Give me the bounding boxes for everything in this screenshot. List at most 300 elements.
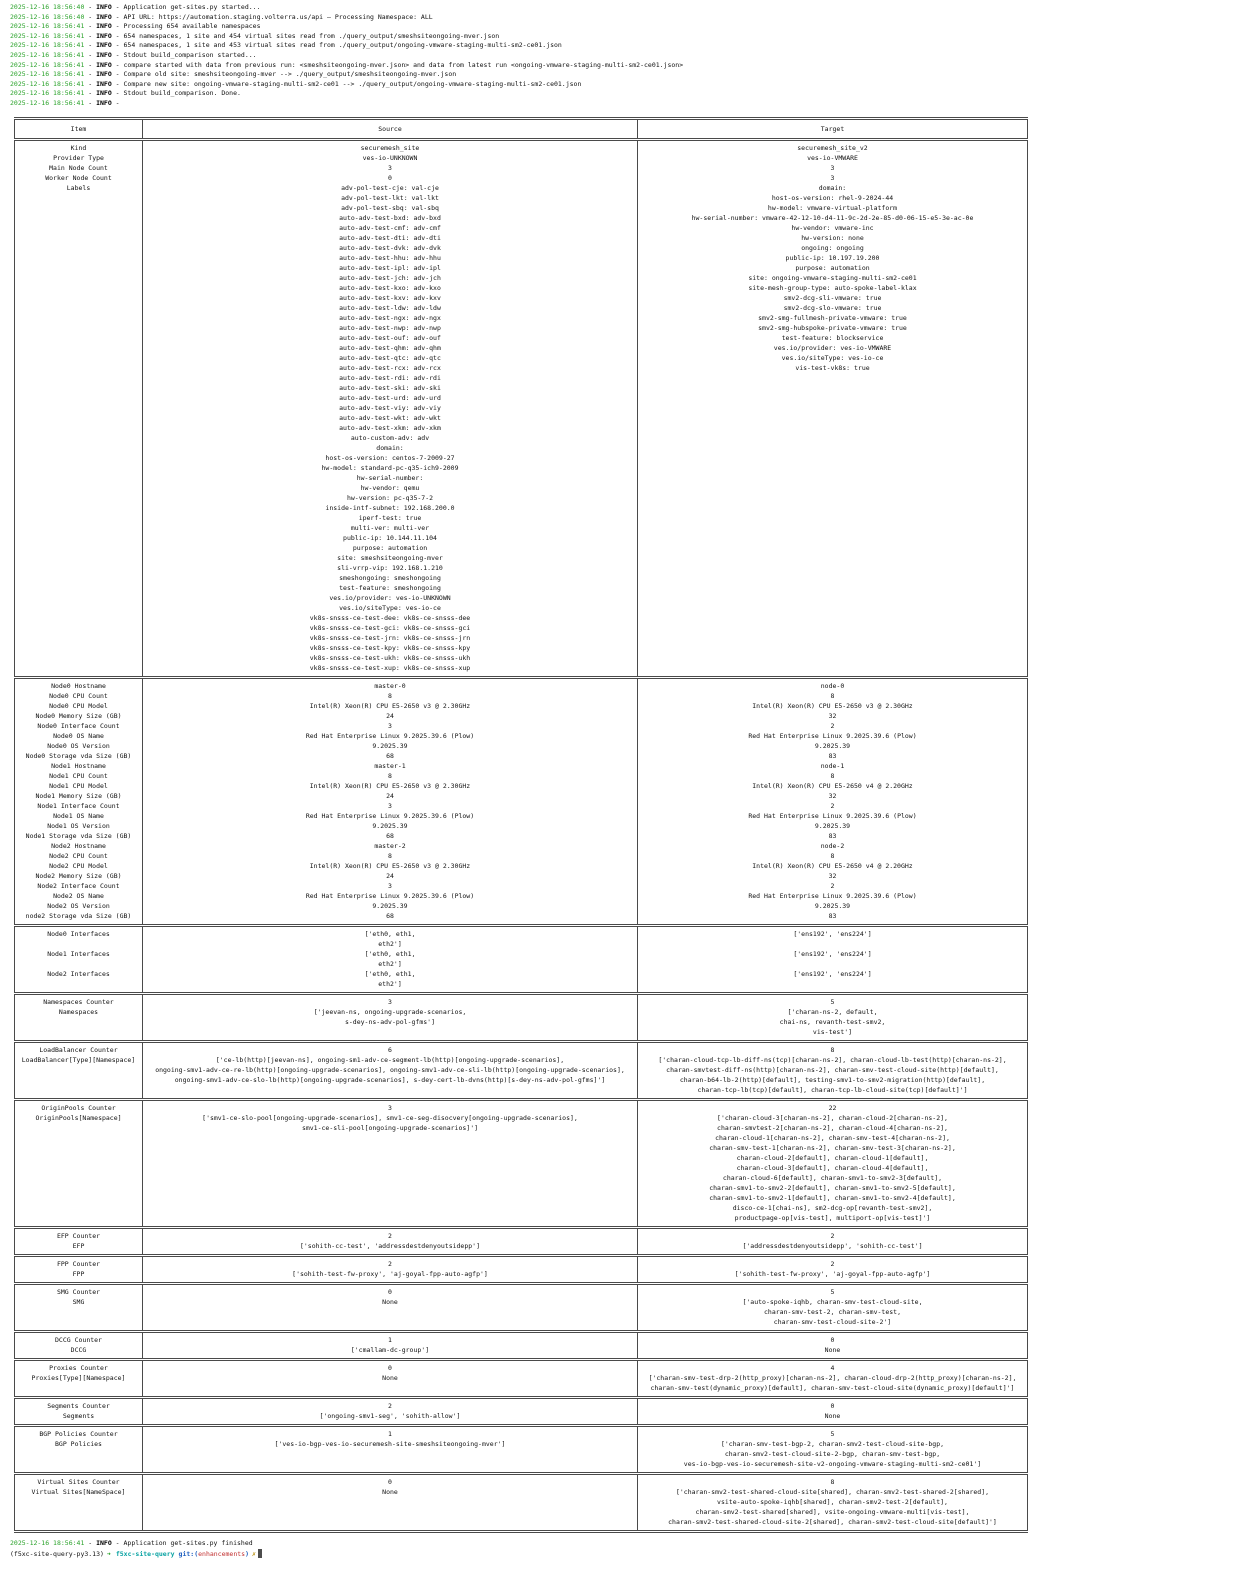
cell-line: smv2-dcg-slo-vmware: true [783, 303, 882, 312]
cell-source [143, 1227, 638, 1255]
table-row [15, 677, 1028, 925]
cell-line: auto-adv-test-kxo: adv-kxo [339, 283, 441, 292]
cell-line: ['ves-io-bgp-ves-io-securemesh-site-smeshsiteongoing-mver'] [274, 1439, 506, 1448]
cell-item [15, 1331, 143, 1359]
cell-line: Node0 Storage vda Size (GB) [25, 751, 132, 760]
cell-line: EFP Counter [56, 1231, 101, 1240]
log-line: 2025-12-16 18:56:41 - INFO - Compare new site: ongoing-vmware-staging-multi-sm2-ce01 --> ./query_output/ongoing-vmware-staging-multi-sm2-ce01.json [10, 79, 582, 88]
cell-line: adv-pol-test-sbq: val-sbq [341, 203, 439, 212]
cell-line: ['charan-cloud-tcp-lb-diff-ns(tcp)[charan-ns-2], charan-cloud-lb-test(http)[charan-ns-2], [658, 1055, 1007, 1064]
cell-line: master-2 [374, 841, 406, 850]
cell-line: Node0 Interface Count [37, 721, 120, 730]
cell-line: inside-intf-subnet: 192.168.200.0 [325, 503, 455, 512]
cell-line: ['smv1-ce-slo-pool[ongoing-upgrade-scenarios], smv1-ce-seg-disocvery[ongoing-upgrade-scenarios], [202, 1113, 578, 1122]
cell-line: Worker Node Count [45, 173, 112, 182]
cell-line: 3 [388, 1103, 392, 1112]
cell-line: 3 [388, 163, 392, 172]
cell-source [143, 1331, 638, 1359]
cell-line: charan-smv2-test-shared[shared], vsite-ongoing-vmware-multi[vis-test], [695, 1507, 970, 1516]
cell-line: Node1 OS Name [53, 811, 104, 820]
log-timestamp: 2025-12-16 18:56:41 [10, 31, 85, 40]
cell-line: adv-pol-test-lkt: val-lkt [341, 193, 439, 202]
cell-line: 24 [386, 711, 394, 720]
cell-item [15, 925, 143, 993]
cell-line: smv1-ce-sli-pool[ongoing-upgrade-scenarios]'] [301, 1123, 479, 1132]
cell-line: charan-cloud-6[default], charan-smv1-to-smv2-3[default], [722, 1173, 943, 1182]
cell-line: 3 [388, 997, 392, 1006]
log-message: compare started with data from previous run: <smeshsiteongoing-mver.json> and data from latest run <ongoing-vmware-staging-multi-sm2-ce01.json> [123, 60, 684, 69]
cell-line: vk8s-snsss-ce-test-gci: vk8s-ce-snsss-gci [309, 623, 471, 632]
cell-line: 1 [388, 1429, 392, 1438]
cell-line: master-1 [374, 761, 406, 770]
log-message: 654 namespaces, 1 site and 454 virtual sites read from ./query_output/smeshsiteongoing-mver.json [123, 31, 500, 40]
cell-line: charan-smv-test-1[charan-ns-2], charan-smv-test-3[charan-ns-2], [709, 1143, 956, 1152]
cell-line: auto-adv-test-xkm: adv-xkm [339, 423, 441, 432]
cell-line: BGP Policies [55, 1439, 102, 1448]
cell-line: Namespaces Counter [43, 997, 114, 1006]
cell-line: Red Hat Enterprise Linux 9.2025.39.6 (Plow) [748, 731, 917, 740]
cell-line: Node0 Hostname [51, 681, 106, 690]
cell-line: 2 [830, 1231, 835, 1240]
log-timestamp: 2025-12-16 18:56:40 [10, 12, 85, 21]
cell-line: auto-adv-test-dti: adv-dti [339, 233, 441, 242]
cell-line: OriginPools Counter [41, 1103, 116, 1112]
cell-line: DCCG Counter [55, 1335, 102, 1344]
log-message: 654 namespaces, 1 site and 453 virtual sites read from ./query_output/ongoing-vmware-staging-multi-sm2-ce01.json [123, 41, 562, 50]
cell-line: Intel(R) Xeon(R) CPU E5-2650 v3 @ 2.30GHz [309, 861, 471, 870]
cell-line: 83 [828, 751, 837, 760]
cell-line: 24 [386, 791, 394, 800]
cell-line: node2 Storage vda Size (GB) [25, 911, 132, 920]
cell-source [143, 1041, 638, 1099]
cell-item [15, 677, 143, 925]
cell-item [15, 1283, 143, 1331]
shell-prompt[interactable] [10, 1549, 1234, 1559]
cell-line: SMG Counter [56, 1287, 101, 1296]
cell-line: auto-adv-test-wkt: adv-wkt [339, 413, 441, 422]
cell-line: master-0 [374, 681, 406, 690]
cell-line: 32 [828, 791, 837, 800]
cell-line [19, 979, 138, 989]
cell-line: auto-adv-test-ngx: adv-ngx [339, 313, 441, 322]
cell-line: ves.io/siteType: ves-io-ce [339, 603, 441, 612]
cell-line: test-feature: smeshongoing [339, 583, 441, 592]
cell-line: charan-cloud-2[default], charan-cloud-1[default], [736, 1153, 929, 1162]
venv-label: (f5xc-site-query-py3.13) [10, 1550, 104, 1559]
cell-target [638, 1255, 1028, 1283]
prompt-arrow-icon: ➜ [106, 1550, 111, 1559]
log-message: API URL: https://automation.staging.volterra.us/api — Processing Namespace: ALL [123, 12, 433, 21]
log-message: Compare old site: smeshsiteongoing-mver --> ./query_output/smeshsiteongoing-mver.json [123, 70, 457, 79]
cell-line: auto-adv-test-bxd: adv-bxd [339, 213, 441, 222]
cell-line: None [382, 1373, 398, 1382]
cell-line: 2 [830, 801, 835, 810]
cell-line: productpage-op[vis-test], multiport-op[vis-test]'] [734, 1213, 931, 1222]
cell-line: 3 [388, 721, 392, 730]
cell-line: node-1 [820, 761, 845, 770]
cell-line: ves-io-VMWARE [807, 153, 858, 162]
cell-line: 2 [830, 721, 835, 730]
cell-line: securemesh_site [360, 143, 420, 152]
cell-line: Node0 CPU Count [49, 691, 108, 700]
cell-line: auto-adv-test-ouf: adv-ouf [339, 333, 441, 342]
cell-item [15, 1041, 143, 1099]
cell-line: charan-smvtest-diff-ns(http)[charan-ns-2], charan-smv-test-cloud-site(http)[default], [666, 1065, 999, 1074]
cell-line: Virtual Sites[NameSpace] [31, 1487, 126, 1496]
log-level: INFO [96, 98, 112, 107]
cell-line: hw-serial-number: [356, 473, 424, 482]
cell-line: charan-smv2-test-shared-cloud-site-2[shared], charan-smv2-test-cloud-site[default]'] [668, 1517, 997, 1526]
cell-line: Node2 CPU Count [49, 851, 108, 860]
table-row [15, 1425, 1028, 1473]
cell-line: host-os-version: rhel-9-2024-44 [771, 193, 894, 202]
cell-line: Red Hat Enterprise Linux 9.2025.39.6 (Plow) [305, 731, 475, 740]
cell-line: Node2 Interfaces [47, 969, 110, 978]
cell-line: Node1 Memory Size (GB) [35, 791, 122, 800]
cell-line: Node1 Hostname [51, 761, 106, 770]
cell-line: 9.2025.39 [372, 741, 408, 750]
cell-line: charan-smv1-to-smv2-2[default], charan-smv1-to-smv2-5[default], [709, 1183, 956, 1192]
table-row [15, 1359, 1028, 1397]
log-line: 2025-12-16 18:56:40 - INFO - API URL: https://automation.staging.volterra.us/api — Processing Namespace: ALL [10, 12, 433, 21]
cell-line: ['charan-cloud-3[charan-ns-2], charan-cloud-2[charan-ns-2], [717, 1113, 948, 1122]
cell-line: Labels [66, 183, 91, 192]
cell-line: LoadBalancer Counter [39, 1045, 118, 1054]
cell-line: site: smeshsiteongoing-mver [337, 553, 443, 562]
cell-target [638, 1041, 1028, 1099]
cell-line: host-os-version: centos-7-2009-27 [325, 453, 455, 462]
cell-source [143, 1359, 638, 1397]
cell-line: charan-smv-test-2, charan-smv-test, [764, 1307, 901, 1316]
cell-line: auto-adv-test-nwp: adv-nwp [339, 323, 441, 332]
cell-line: node-0 [820, 681, 845, 690]
cell-line: auto-adv-test-cmf: adv-cmf [339, 223, 441, 232]
cell-line: ['charan-ns-2, default, [787, 1007, 878, 1016]
cell-line: auto-custom-adv: adv [350, 433, 430, 442]
cell-line: 0 [388, 1477, 392, 1486]
cell-line: ['eth0, eth1, [364, 949, 416, 958]
cell-line: 8 [830, 1477, 835, 1486]
cell-line: None [824, 1345, 841, 1354]
cell-line: ves.io/siteType: ves-io-ce [781, 353, 884, 362]
cell-line: site-mesh-group-type: auto-spoke-label-klax [748, 283, 917, 292]
log-line: 2025-12-16 18:56:41 - INFO - 654 namespaces, 1 site and 454 virtual sites read from ./query_output/smeshsiteongoing-mver.json [10, 31, 500, 40]
cell-line: Node2 OS Name [53, 891, 104, 900]
cell-line: auto-adv-test-qtc: adv-qtc [339, 353, 441, 362]
cell-target [638, 993, 1028, 1041]
cell-line: 32 [828, 871, 837, 880]
cell-line: Node2 Hostname [51, 841, 106, 850]
log-line: 2025-12-16 18:56:41 - INFO - Compare old site: smeshsiteongoing-mver --> ./query_output/smeshsiteongoing-mver.json [10, 70, 457, 79]
cell-line: 9.2025.39 [814, 821, 851, 830]
cell-line: hw-vendor: vmware-inc [791, 223, 874, 232]
cell-line: LoadBalancer[Type][Namespace] [21, 1055, 136, 1064]
cell-target [638, 677, 1028, 925]
cell-item [15, 1359, 143, 1397]
log-level: INFO [96, 12, 112, 21]
cell-line: 0 [830, 1401, 835, 1410]
cell-item [15, 139, 143, 677]
cell-line: eth2'] [378, 959, 402, 968]
cell-line: 5 [830, 1287, 835, 1296]
cell-line: public-ip: 10.197.19.200 [785, 253, 880, 262]
cell-line: Proxies[Type][Namespace] [31, 1373, 126, 1382]
cell-line: domain: [376, 443, 404, 452]
cell-line: 0 [388, 1287, 392, 1296]
table-row [15, 1331, 1028, 1359]
log-line: 2025-12-16 18:56:40 - INFO - Application get-sites.py started... [10, 3, 261, 11]
cell-line: Node1 Interfaces [47, 949, 110, 958]
cell-item [15, 1227, 143, 1255]
log-block-bottom [10, 1539, 1234, 1549]
cell-line: ['ens192', 'ens224'] [793, 929, 872, 938]
cell-line: BGP Policies Counter [39, 1429, 118, 1438]
cell-line: hw-vendor: qemu [360, 483, 420, 492]
cell-line: Red Hat Enterprise Linux 9.2025.39.6 (Plow) [748, 891, 917, 900]
cell-line: ['eth0, eth1, [364, 929, 416, 938]
cell-line: Main Node Count [49, 163, 108, 172]
cell-line: 8 [830, 1045, 835, 1054]
cell-line: vis-test-vk8s: true [795, 363, 870, 372]
cell-line: sli-vrrp-vip: 192.168.1.210 [337, 563, 443, 572]
table-row [15, 1255, 1028, 1283]
cell-line: auto-adv-test-rdi: adv-rdi [339, 373, 441, 382]
cell-line: Node0 CPU Model [49, 701, 108, 710]
cell-line: charan-cloud-1[charan-ns-2], charan-smv-test-4[charan-ns-2], [715, 1133, 950, 1142]
log-line: 2025-12-16 18:56:41 - INFO - [10, 98, 124, 107]
cell-line: site: ongoing-vmware-staging-multi-sm2-ce01 [748, 273, 917, 282]
cell-line: 8 [388, 771, 392, 780]
cell-line: 3 [830, 163, 835, 172]
cell-source [143, 1099, 638, 1227]
cell-source [143, 1425, 638, 1473]
cell-line: ['addressdestdenyoutsidepp', 'sohith-cc-test'] [742, 1241, 923, 1250]
cell-line: ['sohith-test-fw-proxy', 'aj-goyal-fpp-auto-agfp'] [292, 1269, 488, 1278]
git-dirty-icon: ✗ [252, 1550, 256, 1559]
cell-line: 0 [388, 1363, 392, 1372]
log-timestamp: 2025-12-16 18:56:41 [10, 98, 85, 107]
cell-line: OriginPools[Namespace] [35, 1113, 122, 1122]
cell-line: Intel(R) Xeon(R) CPU E5-2650 v4 @ 2.20GHz [752, 781, 913, 790]
log-level: INFO [96, 60, 112, 69]
cell-line: 4 [830, 1363, 835, 1372]
cell-line: 0 [830, 1335, 835, 1344]
cell-line: charan-b64-lb-2(http)[default], testing-smv1-to-smv2-migration(http)[default], [679, 1075, 986, 1084]
cell-line: Kind [70, 143, 87, 152]
table-row [15, 1041, 1028, 1099]
cell-line: 2 [388, 1231, 392, 1240]
cell-line: Node1 OS Version [47, 821, 110, 830]
cell-line: public-ip: 10.144.11.104 [343, 533, 437, 542]
cell-line: charan-cloud-3[default], charan-cloud-4[default], [736, 1163, 929, 1172]
log-timestamp: 2025-12-16 18:56:41 [10, 60, 85, 69]
cell-line: adv-pol-test-cje: val-cje [341, 183, 439, 192]
log-message: Application get-sites.py finished [123, 1538, 253, 1547]
cell-item [15, 993, 143, 1041]
cell-line: ['cmallam-dc-group'] [350, 1345, 430, 1354]
cell-line: smv2-smg-fullmesh-private-vmware: true [758, 313, 907, 322]
cell-line: Node1 Storage vda Size (GB) [25, 831, 132, 840]
cell-item [15, 1255, 143, 1283]
cell-target [638, 925, 1028, 993]
cell-source [143, 993, 638, 1041]
log-message: Stdout build_comparison started... [123, 50, 257, 59]
cell-line: 8 [388, 851, 392, 860]
cell-line: 3 [388, 881, 392, 890]
cell-line [19, 959, 138, 969]
cell-line: 8 [830, 851, 835, 860]
cell-item [15, 1099, 143, 1227]
table-row [15, 993, 1028, 1041]
comparison-table-body [15, 139, 1028, 1531]
cell-line [19, 939, 138, 949]
log-message: Stdout build_comparison. Done. [123, 89, 241, 98]
log-message: Application get-sites.py started... [123, 3, 261, 11]
cell-line: disco-ce-1[chai-ns], sm2-dcg-op[revanth-test-smv2], [732, 1203, 933, 1212]
cell-line: 8 [830, 691, 835, 700]
cell-line: charan-smv2-test-cloud-site-2-bgp, charan-smv-test-bgp, [724, 1449, 941, 1458]
cell-line: smeshongoing: smeshongoing [339, 573, 441, 582]
log-line: 2025-12-16 18:56:41 - INFO - compare started with data from previous run: <smeshsiteongoing-mver.json> and data from latest run <ongoing-vmware-staging-multi-sm2-ce01.json> [10, 60, 684, 69]
log-level: INFO [96, 70, 112, 79]
cell-line: 2 [830, 1259, 835, 1268]
cell-source [143, 1283, 638, 1331]
cell-line: DCCG [70, 1345, 87, 1354]
table-row [15, 925, 1028, 993]
log-timestamp: 2025-12-16 18:56:41 [10, 50, 85, 59]
cell-line: EFP [72, 1241, 85, 1250]
cell-line: 8 [830, 771, 835, 780]
cell-line: 3 [830, 173, 835, 182]
cell-line: auto-adv-test-urd: adv-urd [339, 393, 441, 402]
cell-line: Red Hat Enterprise Linux 9.2025.39.6 (Plow) [305, 811, 475, 820]
cell-line: vk8s-snsss-ce-test-ukh: vk8s-ce-snsss-ukh [309, 653, 471, 662]
cell-line: 9.2025.39 [814, 741, 851, 750]
cell-line: eth2'] [378, 939, 402, 948]
cell-line: auto-adv-test-ipl: adv-ipl [339, 263, 441, 272]
cell-line: 9.2025.39 [372, 901, 408, 910]
cell-line [642, 979, 1023, 989]
cell-target [638, 1227, 1028, 1255]
cell-line: Node1 CPU Count [49, 771, 108, 780]
cwd-label: f5xc-site-query [115, 1550, 175, 1559]
log-level: INFO [96, 89, 112, 98]
cell-source [143, 1473, 638, 1531]
cell-line: charan-smvtest-2[charan-ns-2], charan-cloud-4[charan-ns-2], [717, 1123, 948, 1132]
cell-line: auto-adv-test-hhu: adv-hhu [339, 253, 441, 262]
cell-line: 68 [386, 751, 394, 760]
cell-line: 5 [830, 1429, 835, 1438]
cell-line: auto-adv-test-jch: adv-jch [339, 273, 441, 282]
cell-line: FPP Counter [56, 1259, 101, 1268]
cell-line: auto-adv-test-kxv: adv-kxv [339, 293, 441, 302]
cell-item [15, 1397, 143, 1425]
cell-line [642, 939, 1023, 949]
cell-line: Segments [62, 1411, 95, 1420]
cell-line: Intel(R) Xeon(R) CPU E5-2650 v3 @ 2.30GHz [752, 701, 913, 710]
cell-line: Node2 CPU Model [49, 861, 108, 870]
cell-line: 3 [388, 801, 392, 810]
cell-line: Namespaces [58, 1007, 99, 1016]
cell-line: 83 [828, 911, 837, 920]
column-header-target: Target [638, 118, 1028, 139]
cell-line: 24 [386, 871, 394, 880]
log-timestamp: 2025-12-16 18:56:41 [10, 79, 85, 88]
terminal-cursor[interactable] [258, 1549, 262, 1558]
cell-line: vsite-auto-spoke-iqhb[shared], charan-smv2-test-2[default], [717, 1497, 948, 1506]
log-line: 2025-12-16 18:56:41 - INFO - Stdout build_comparison. Done. [10, 89, 241, 98]
cell-line: 22 [828, 1103, 837, 1112]
log-timestamp: 2025-12-16 18:56:41 [10, 89, 85, 98]
cell-target [638, 1359, 1028, 1397]
log-timestamp: 2025-12-16 18:56:41 [10, 22, 85, 31]
comparison-table [14, 117, 1028, 1533]
git-prefix: git:( [178, 1550, 199, 1559]
cell-line: ['ongoing-smv1-seg', 'sohith-allow'] [319, 1411, 461, 1420]
cell-target [638, 139, 1028, 677]
log-timestamp: 2025-12-16 18:56:40 [10, 3, 85, 11]
cell-line: Virtual Sites Counter [37, 1477, 120, 1486]
cell-line: ['sohith-test-fw-proxy', 'aj-goyal-fpp-auto-agfp'] [734, 1269, 931, 1278]
cell-line: SMG [72, 1297, 85, 1306]
cell-line: Red Hat Enterprise Linux 9.2025.39.6 (Plow) [305, 891, 475, 900]
cell-line: 68 [386, 831, 394, 840]
cell-line: ['jeevan-ns, ongoing-upgrade-scenarios, [313, 1007, 467, 1016]
cell-line: 68 [386, 911, 394, 920]
log-line: 2025-12-16 18:56:41 - INFO - 654 namespaces, 1 site and 453 virtual sites read from ./query_output/ongoing-vmware-staging-multi-sm2-ce01.json [10, 41, 562, 50]
cell-line: ['auto-spoke-iqhb, charan-smv-test-cloud-site, [742, 1297, 923, 1306]
cell-line: None [382, 1297, 398, 1306]
table-row [15, 1099, 1028, 1227]
cell-target [638, 1099, 1028, 1227]
cell-source [143, 1255, 638, 1283]
log-message: Compare new site: ongoing-vmware-staging-multi-sm2-ce01 --> ./query_output/ongoing-vmware-staging-multi-sm2-ce01.json [123, 79, 582, 88]
cell-line: Intel(R) Xeon(R) CPU E5-2650 v3 @ 2.30GHz [309, 701, 471, 710]
cell-line: multi-ver: multi-ver [350, 523, 430, 532]
cell-line: Segments Counter [47, 1401, 110, 1410]
cell-target [638, 1283, 1028, 1331]
cell-line: ongoing-smv1-adv-ce-slo-lb(http)[ongoing-upgrade-scenarios], s-dey-cert-lb-dvns(http)[s-dey-ns-adv-pol-gfms]'] [174, 1075, 606, 1084]
log-level: INFO [96, 1538, 112, 1547]
cell-target [638, 1425, 1028, 1473]
cell-target [638, 1397, 1028, 1425]
cell-line: auto-adv-test-qhm: adv-qhm [339, 343, 441, 352]
cell-line: 1 [388, 1335, 392, 1344]
cell-line: hw-serial-number: vmware-42-12-10-d4-11-9c-2d-2e-85-d0-06-15-e5-3e-ac-0e [691, 213, 974, 222]
cell-line: ongoing: ongoing [801, 243, 864, 252]
table-row [15, 1397, 1028, 1425]
cell-line: Node2 OS Version [47, 901, 110, 910]
cell-line: ves.io/provider: ves-io-UNKNOWN [329, 593, 451, 602]
cell-line: charan-smv-test-cloud-site-2'] [773, 1317, 892, 1326]
cell-line: vk8s-snsss-ce-test-xup: vk8s-ce-snsss-xup [309, 663, 471, 672]
cell-line: Node0 Interfaces [47, 929, 110, 938]
column-header-item: Item [15, 118, 143, 139]
cell-line: vk8s-snsss-ce-test-dee: vk8s-ce-snsss-dee [309, 613, 471, 622]
log-line: 2025-12-16 18:56:41 - INFO - Stdout build_comparison started... [10, 50, 257, 59]
table-row [15, 1283, 1028, 1331]
cell-line: 83 [828, 831, 837, 840]
cell-line: 2 [830, 881, 835, 890]
cell-item [15, 1425, 143, 1473]
cell-line [642, 959, 1023, 969]
cell-line: purpose: automation [352, 543, 428, 552]
cell-line: ['ens192', 'ens224'] [793, 949, 872, 958]
log-timestamp: 2025-12-16 18:56:41 [10, 41, 85, 50]
cell-line: ves-io-bgp-ves-io-securemesh-site-v2-ongoing-vmware-staging-multi-sm2-ce01'] [683, 1459, 982, 1468]
git-branch-label: enhancements [198, 1550, 246, 1559]
cell-line: 6 [388, 1045, 392, 1054]
